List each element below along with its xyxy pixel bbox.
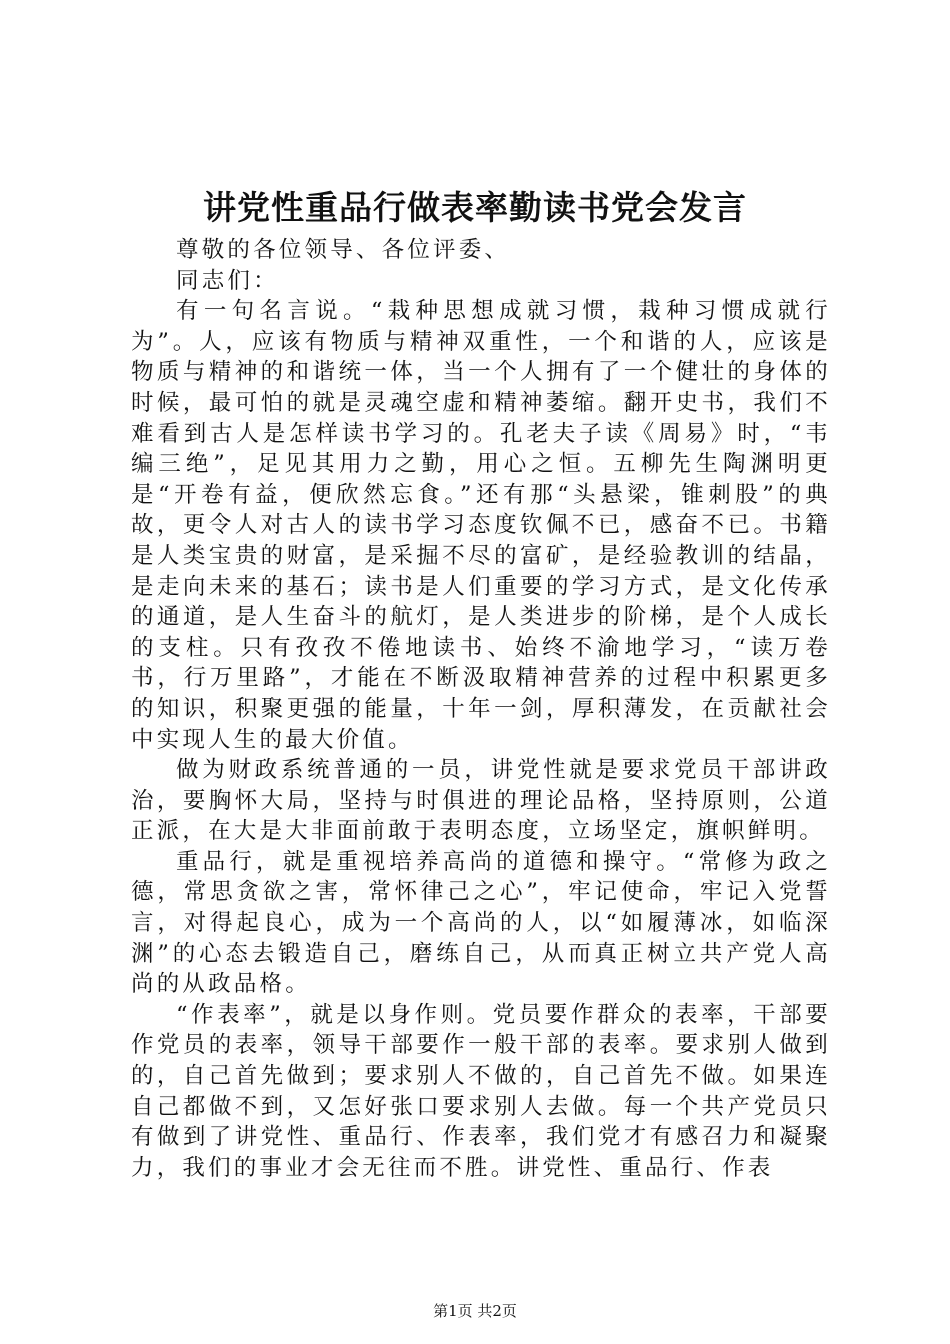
paragraph-conduct: 重品行，就是重视培养高尚的道德和操守。“常修为政之德，常思贪欲之害，常怀律己之心”，牢记使命，牢记入党誓言，对得起良心，成为一个高尚的人，以“如履薄冰，如临深渊”的心态去锻造自己，磨练自己，从而真正树立共产党人高尚的从政品格。 [131, 848, 831, 998]
document-title: 讲党性重品行做表率勤读书党会发言 [203, 188, 747, 227]
salutation-line-1: 尊敬的各位领导、各位评委、 [176, 237, 511, 263]
paragraph-reading: 有一句名言说。“栽种思想成就习惯，栽种习惯成就行为”。人，应该有物质与精神双重性，一个和谐的人，应该是物质与精神的和谐统一体，当一个人拥有了一个健壮的身体的时候，最可怕的就是灵魂空虚和精神萎缩。翻开史书，我们不难看到古人是怎样读书学习的。孔老夫子读《周易》时，“韦编三绝”，足见其用力之勤，用心之恒。五柳先生陶渊明更是“开卷有益，便欣然忘食。”还有那“头悬梁，锥刺股”的典故，更令人对古人的读书学习态度钦佩不已，感奋不已。书籍是人类宝贵的财富，是采掘不尽的富矿，是经验教训的结晶，是走向未来的基石；读书是人们重要的学习方式，是文化传承的通道，是人生奋斗的航灯，是人类进步的阶梯，是个人成长的支柱。只有孜孜不倦地读书、始终不渝地学习，“读万卷书，行万里路”，才能在不断汲取精神营养的过程中积累更多的知识，积聚更强的能量，十年一剑，厚积薄发，在贡献社会中实现人生的最大价值。 [131, 298, 831, 753]
salutation-line-2: 同志们： [176, 267, 279, 294]
page-footer: 第1页 共2页 [433, 1302, 517, 1320]
paragraph-role-model: “作表率”，就是以身作则。党员要作群众的表率，干部要作党员的表率，领导干部要作一般干部的表率。要求别人做到的，自己首先做到；要求别人不做的，自己首先不做。如果连自己都做不到，又怎好张口要求别人去做。每一个共产党员只有做到了讲党性、重品行、作表率，我们党才有感召力和凝聚力，我们的事业才会无往而不胜。讲党性、重品行、作表 [131, 1001, 831, 1181]
document-body [131, 235, 831, 1183]
paragraph-party-spirit: 做为财政系统普通的一员，讲党性就是要求党员干部讲政治，要胸怀大局，坚持与时俱进的理论品格，坚持原则，公道正派，在大是大非面前敢于表明态度，立场坚定，旗帜鲜明。 [131, 757, 831, 845]
